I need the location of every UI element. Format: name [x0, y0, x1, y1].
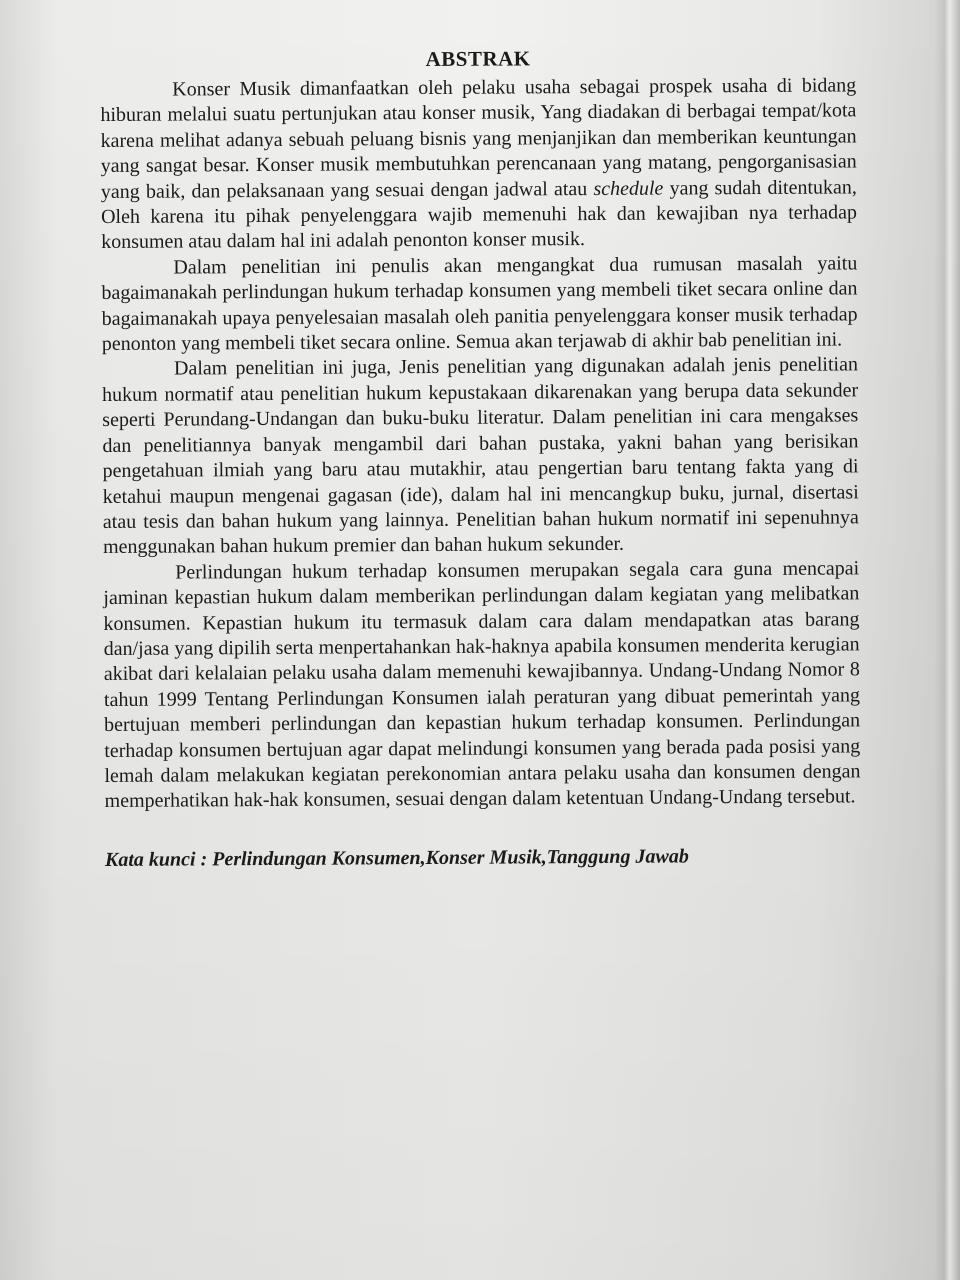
abstract-paragraph-4: Perlindungan hukum terhadap konsumen merupakan segala cara guna mencapai jaminan kepastian hukum dalam memberikan perlindungan dalam kegiatan yang melibatkan konsumen. Kepastian hukum itu termasuk dalam cara dalam mendapatkan atas barang dan/jasa yang dipilih serta menpertahankan hak-haknya apabila konsumen menderita kerugian akibat dari kelalaian pelaku usaha dalam memenuhi kewajibannya. Undang-Undang Nomor 8 tahun 1999 Tentang Perlindungan Konsumen ialah peraturan yang dibuat pemerintah yang bertujuan memberi perlindungan dan kepastian hukum terhadap konsumen. Perlindungan terhadap konsumen bertujuan agar dapat melindungi konsumen yang berada pada posisi yang lemah dalam melakukan kegiatan perekonomian antara pelaku usaha dan konsumen dengan memperhatikan hak-hak konsumen, sesuai dengan dalam ketentuan Undang-Undang tersebut. — [103, 557, 861, 813]
abstract-content — [100, 43, 861, 872]
keywords-line: Kata kunci : Perlindungan Konsumen,Konser Musik,Tanggung Jawab — [104, 845, 689, 871]
abstract-paragraph-1 — [100, 73, 857, 255]
page-edge-shadow — [934, 0, 960, 1280]
abstract-title: ABSTRAK — [425, 46, 531, 72]
schedule-italic-term: schedule — [593, 177, 664, 200]
paragraph-1-text-after: yang sudah ditentukan, Oleh karena itu pihak penyelenggara wajib memenuhi hak dan kewajiban nya terhadap konsumen atau dalam hal ini adalah penonton konser musik. — [100, 176, 858, 254]
paragraph-1-text-before: Konser Musik dimanfaatkan oleh pelaku usaha sebagai prospek usaha di bidang hiburan melalui suatu pertunjukan atau konser musik, Yang diadakan di berbagai tempat/kota karena melihat adanya sebuah peluang bisnis yang menjanjikan dan memberikan keuntungan yang sangat besar. Konser musik membutuhkan perencanaan yang matang, pengorganisasian yang baik, dan pelaksanaan yang sesuai dengan jadwal atau — [100, 74, 857, 203]
abstract-paragraph-3: Dalam penelitian ini juga, Jenis penelitian yang digunakan adalah jenis penelitian hukum normatif atau penelitian hukum kepustakaan dikarenakan yang berupa data sekunder seperti Perundang-Undangan dan buku-buku literatur. Dalam penelitian ini cara mengakses dan penelitiannya banyak mengambil dari bahan pustaka, yakni bahan yang berisikan pengetahuan ilmiah yang baru atau mutakhir, atau pengertian baru tentang fakta yang di ketahui maupun mengenai gagasan (ide), dalam hal ini mencangkup buku, jurnal, disertasi atau tesis dan bahan hukum yang lainnya. Penelitian bahan hukum normatif ini sepenuhnya menggunakan bahan hukum premier dan bahan hukum sekunder. — [102, 353, 859, 559]
abstract-paragraph-2: Dalam penelitian ini penulis akan mengangkat dua rumusan masalah yaitu bagaimanakah perlindungan hukum terhadap konsumen yang membeli tiket secara online dan bagaimanakah upaya penyelesaian masalah oleh panitia penyelenggara konser musik terhadap penonton yang membeli tiket secara online. Semua akan terjawab di akhir bab penelitian ini. — [101, 252, 858, 356]
